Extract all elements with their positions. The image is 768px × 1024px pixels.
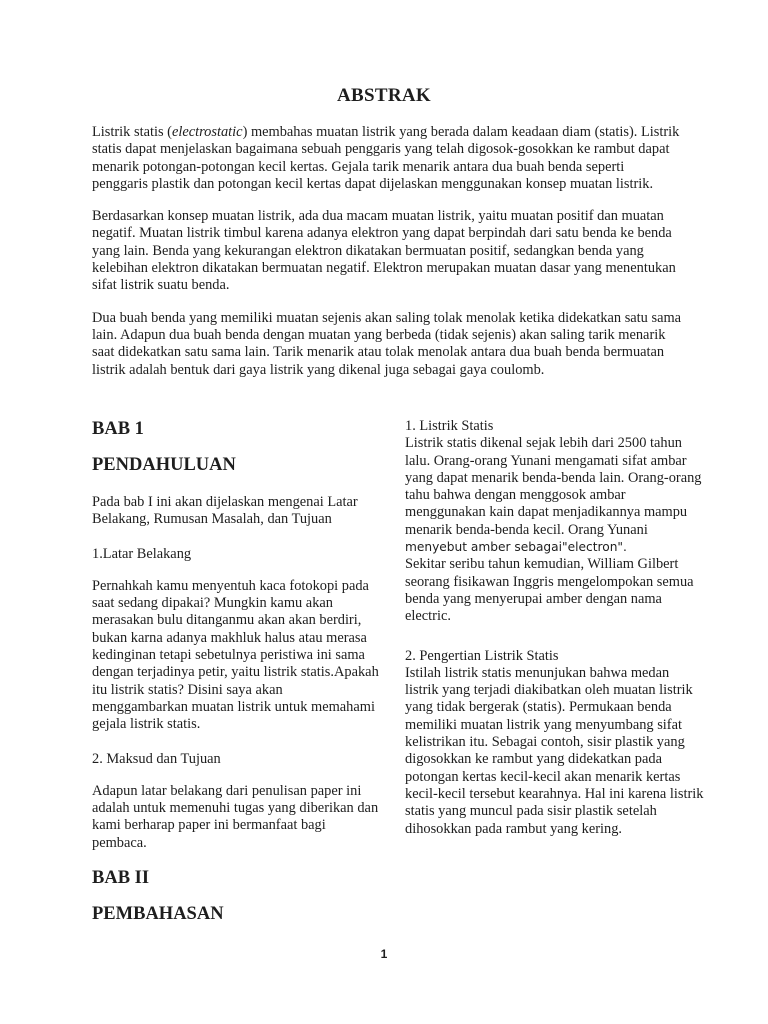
abstract-p1-rest: ) membahas muatan listrik yang berada dalam keadaan diam (statis). Listrik statis dapat menjelaskan bagaimana sebuah penggaris yang telah digosok-gosokkan ke rambut dapat menarik potongan-potongan kecil kertas. Gejala tarik menarik antara dua buah benda seperti penggaris plastik dan potongan kecil kertas dapat dijelaskan menggunakan konsep muatan listrik.	[92, 124, 680, 192]
listrik-statis-text-b: Sekitar seribu tahun kemudian, William Gilbert seorang fisikawan Inggris mengelompokan semua benda yang menyerupai amber dengan nama electric.	[405, 556, 694, 625]
maksud-tujuan-paragraph: Adapun latar belakang dari penulisan paper ini adalah untuk memenuhi tugas yang diberikan dan kami berharap paper ini bermanfaat bagi pembaca.	[92, 782, 379, 851]
abstract-paragraph-2: Berdasarkan konsep muatan listrik, ada dua macam muatan listrik, yaitu muatan positif dan muatan negatif. Muatan listrik timbul karena adanya elektron yang dapat berpindah dari satu benda ke benda yang lain. Benda yang kekurangan elektron dikatakan bermuatan positif, sedangkan benda yang kelebihan elektron dikatakan bermuatan negatif. Elektron merupakan muatan dasar yang menentukan sifat listrik suatu benda.	[92, 208, 676, 294]
right-column	[405, 418, 705, 838]
listrik-statis-text-a: Listrik statis dikenal sejak lebih dari 2500 tahun lalu. Orang-orang Yunani mengamati sifat ambar yang dapat menarik benda-benda lain. Orang-orang tahu bahwa dengan menggosok ambar menggunakan kain dapat menjadikannya mampu menarik benda-benda kecil. Orang Yunani	[405, 435, 702, 538]
latar-belakang-heading: 1.Latar Belakang	[92, 545, 192, 562]
listrik-statis-quote: menyebut amber sebagai"electron".	[405, 540, 627, 555]
abstract-p1-start: Listrik statis (	[92, 124, 172, 140]
abstract-title: ABSTRAK	[337, 85, 431, 106]
page-number: 1	[380, 947, 388, 961]
listrik-statis-heading: 1. Listrik Statis	[405, 418, 494, 434]
latar-belakang-paragraph: Pernahkah kamu menyentuh kaca fotokopi pada saat sedang dipakai? Mungkin kamu akan merasakan bulu ditanganmu akan akan berdiri, bukan karna adanya makhluk halus atau merasa kedinginan tetapi sebetulnya peristiwa ini sama dengan terjadinya petir, yaitu listrik statis.Apakah itu listrik statis? Disini saya akan menggambarkan muatan listrik untuk memahami gejala listrik statis.	[92, 577, 379, 733]
maksud-tujuan-heading: 2. Maksud dan Tujuan	[92, 750, 221, 767]
pendahuluan-heading: PENDAHULUAN	[92, 455, 236, 475]
bab2-heading: BAB II	[92, 868, 150, 889]
bab1-heading: BAB 1	[92, 419, 144, 439]
pembahasan-heading: PEMBAHASAN	[92, 904, 224, 925]
intro-paragraph: Pada bab I ini akan dijelaskan mengenai Latar Belakang, Rumusan Masalah, dan Tujuan	[92, 494, 358, 528]
abstract-paragraph-1	[92, 124, 682, 193]
abstract-p1-italic-term: electrostatic	[171, 124, 243, 140]
pengertian-paragraph: Istilah listrik statis menunjukan bahwa medan listrik yang terjadi diakibatkan oleh muatan listrik yang tidak bergerak (statis). Permukaan benda memiliki muatan listrik yang menyumbang sifat kelistrikan itu. Sebagai contoh, sisir plastik yang digosokkan ke rambut yang didekatkan pada potongan kertas kecil-kecil akan menarik kertas kecil-kecil tersebut kearahnya. Hal ini karena listrik statis yang muncul pada sisir plastik setelah dihosokkan pada rambut yang kering.	[405, 664, 704, 837]
abstract-paragraph-3: Dua buah benda yang memiliki muatan sejenis akan saling tolak menolak ketika didekatkan satu sama lain. Adapun dua buah benda dengan muatan yang berbeda (tidak sejenis) akan saling tarik menarik saat didekatkan satu sama lain. Tarik menarik atau tolak menolak antara dua buah benda bermuatan listrik adalah bentuk dari gaya listrik yang dikenal juga sebagai gaya coulomb.	[92, 309, 682, 378]
pengertian-heading: 2. Pengertian Listrik Statis	[405, 647, 559, 664]
listrik-statis-paragraph	[405, 435, 705, 625]
left-column	[92, 418, 382, 925]
abstract-section	[92, 124, 682, 394]
